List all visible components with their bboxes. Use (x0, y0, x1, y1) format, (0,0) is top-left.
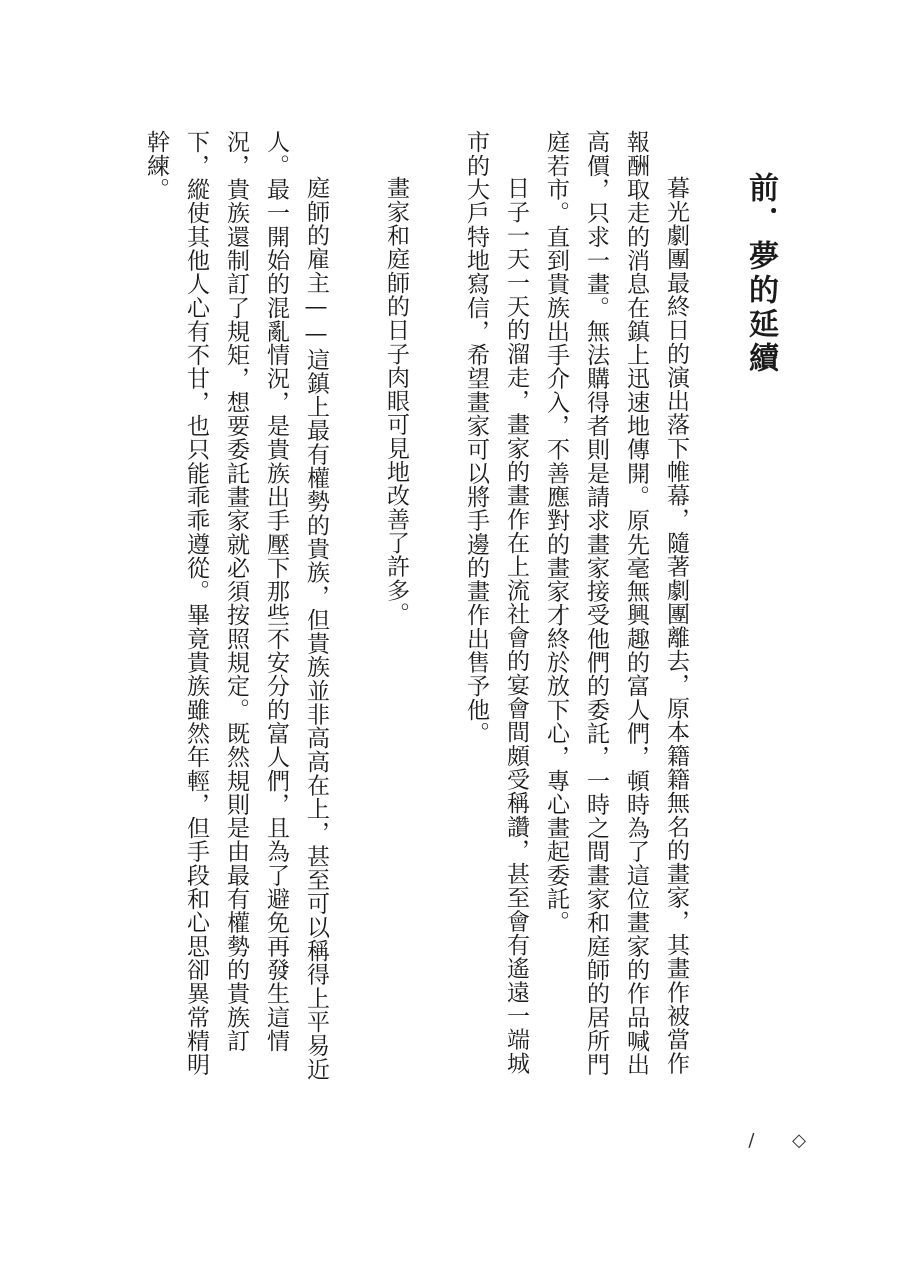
vertical-text-body (96, 130, 782, 1090)
page-number-mark: / ◇ (748, 1130, 822, 1151)
paragraph-1: 暮光劇團最終日的演出落下帷幕，隨著劇團離去，原本籍籍無名的畫家，其畫作被當作報酬取走的消息在鎮上迅速地傳開。原先毫無興趣的富人們，頓時為了這位畫家的作品喊出高價，只求一畫。無法購得者則是請求畫家接受他們的委託，一時之間畫家和庭師的居所門庭若市。直到貴族出手介入，不善應對的畫家才終於放下心，專心畫起委託。 (543, 130, 689, 1076)
paragraph-3: 畫家和庭師的日子肉眼可見地改善了許多。 (383, 176, 409, 626)
chapter-title: 前．夢的延續 (743, 172, 778, 376)
paragraph-4: 庭師的雇主——這鎮上最有權勢的貴族，但貴族並非高高在上，甚至可以稱得上平易近人。最一開始的混亂情況，是貴族出手壓下那些不安分的富人們，且為了避免再發生這情況，貴族還制訂了規矩，想要委託畫家就必須按照規定。既然規則是由最有權勢的貴族訂下，縱使其他人心有不甘，也只能乖乖遵從。畢竟貴族雖然年輕，但手段和心思卻異常精明幹練。 (143, 130, 329, 1081)
paragraph-2: 日子一天一天的溜走，畫家的畫作在上流社會的宴會間頗受稱讚，甚至會有遙遠一端城市的大戶特地寫信，希望畫家可以將手邊的畫作出售予他。 (463, 130, 529, 1075)
